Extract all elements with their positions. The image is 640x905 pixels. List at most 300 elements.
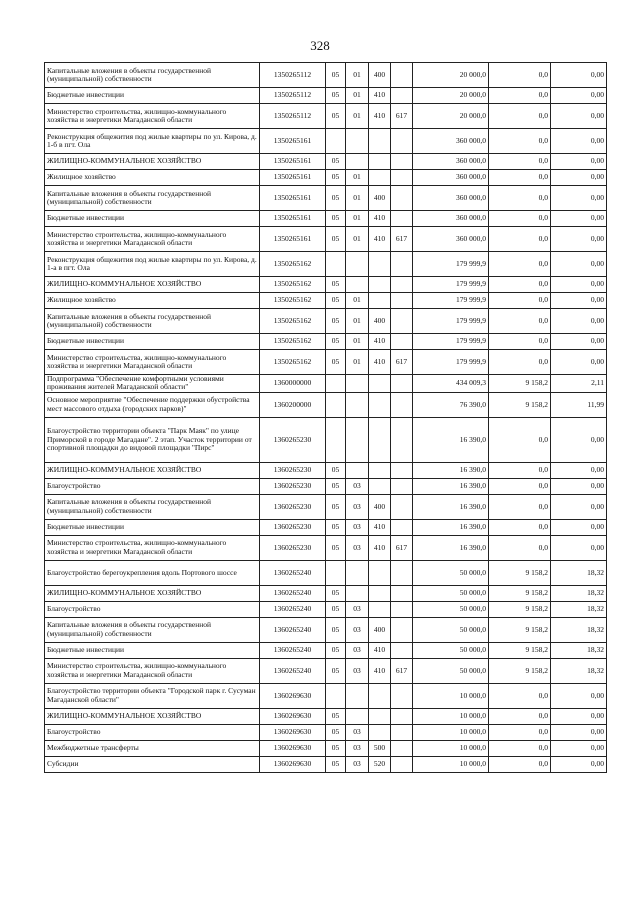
row-name-cell: Благоустройство <box>45 724 260 740</box>
row-name-cell: Жилищное хозяйство <box>45 293 260 309</box>
planned-amount-cell: 16 390,0 <box>413 494 489 519</box>
executed-amount-cell: 0,0 <box>489 293 551 309</box>
planned-amount-cell: 50 000,0 <box>413 658 489 683</box>
section-cell <box>326 417 346 462</box>
expense-kind-cell <box>369 129 391 154</box>
planned-amount-cell: 76 390,0 <box>413 392 489 417</box>
expense-kind-cell <box>369 683 391 708</box>
expense-kind-cell: 410 <box>369 642 391 658</box>
budget-table <box>44 62 607 773</box>
section-cell: 05 <box>326 63 346 88</box>
section-cell: 05 <box>326 334 346 350</box>
expense-kind-cell <box>369 462 391 478</box>
organization-code-cell: 617 <box>391 227 413 252</box>
expense-kind-cell <box>369 170 391 186</box>
subsection-cell <box>346 560 369 585</box>
organization-code-cell: 617 <box>391 658 413 683</box>
target-code-cell: 1360265230 <box>260 462 326 478</box>
section-cell <box>326 252 346 277</box>
execution-percent-cell: 0,00 <box>551 277 607 293</box>
executed-amount-cell: 0,0 <box>489 740 551 756</box>
row-name-cell: Благоустройство территории объекта "Парк Маяк" по улице Приморской в городе Магадане". 2 этап. Участок территории от спортивной площадки до видовой площадки "Пирс" <box>45 417 260 462</box>
section-cell <box>326 129 346 154</box>
row-name-cell: Бюджетные инвестиции <box>45 88 260 104</box>
table-row <box>45 642 607 658</box>
organization-code-cell <box>391 683 413 708</box>
executed-amount-cell: 0,0 <box>489 104 551 129</box>
organization-code-cell <box>391 334 413 350</box>
row-name-cell: Бюджетные инвестиции <box>45 519 260 535</box>
organization-code-cell <box>391 252 413 277</box>
table-row <box>45 708 607 724</box>
planned-amount-cell: 10 000,0 <box>413 683 489 708</box>
execution-percent-cell: 0,00 <box>551 186 607 211</box>
subsection-cell <box>346 154 369 170</box>
executed-amount-cell: 0,0 <box>489 309 551 334</box>
section-cell: 05 <box>326 724 346 740</box>
organization-code-cell <box>391 617 413 642</box>
organization-code-cell <box>391 724 413 740</box>
target-code-cell: 1360265240 <box>260 585 326 601</box>
table-row <box>45 211 607 227</box>
subsection-cell: 01 <box>346 186 369 211</box>
executed-amount-cell: 0,0 <box>489 129 551 154</box>
expense-kind-cell: 520 <box>369 756 391 772</box>
planned-amount-cell: 50 000,0 <box>413 601 489 617</box>
row-name-cell: Министерство строительства, жилищно-коммунального хозяйства и энергетики Магаданской области <box>45 104 260 129</box>
organization-code-cell <box>391 494 413 519</box>
row-name-cell: Межбюджетные трансферты <box>45 740 260 756</box>
expense-kind-cell <box>369 478 391 494</box>
executed-amount-cell: 0,0 <box>489 756 551 772</box>
row-name-cell: ЖИЛИЩНО-КОММУНАЛЬНОЕ ХОЗЯЙСТВО <box>45 154 260 170</box>
target-code-cell: 1350265162 <box>260 252 326 277</box>
section-cell: 05 <box>326 154 346 170</box>
planned-amount-cell: 16 390,0 <box>413 478 489 494</box>
planned-amount-cell: 50 000,0 <box>413 617 489 642</box>
execution-percent-cell: 0,00 <box>551 350 607 375</box>
expense-kind-cell: 410 <box>369 350 391 375</box>
execution-percent-cell: 0,00 <box>551 417 607 462</box>
subsection-cell: 01 <box>346 293 369 309</box>
target-code-cell: 1350265112 <box>260 63 326 88</box>
planned-amount-cell: 179 999,9 <box>413 334 489 350</box>
executed-amount-cell: 0,0 <box>489 350 551 375</box>
execution-percent-cell: 0,00 <box>551 293 607 309</box>
organization-code-cell <box>391 170 413 186</box>
row-name-cell: Реконструкция общежития под жилые квартиры по ул. Кирова, д. 1-б в пгт. Ола <box>45 129 260 154</box>
planned-amount-cell: 360 000,0 <box>413 129 489 154</box>
organization-code-cell: 617 <box>391 350 413 375</box>
row-name-cell: Капитальные вложения в объекты государственной (муниципальной) собственности <box>45 186 260 211</box>
subsection-cell: 01 <box>346 211 369 227</box>
budget-table-body <box>45 63 607 773</box>
subsection-cell <box>346 375 369 393</box>
executed-amount-cell: 0,0 <box>489 535 551 560</box>
executed-amount-cell: 9 158,2 <box>489 392 551 417</box>
expense-kind-cell: 400 <box>369 494 391 519</box>
execution-percent-cell: 0,00 <box>551 154 607 170</box>
executed-amount-cell: 0,0 <box>489 277 551 293</box>
planned-amount-cell: 179 999,9 <box>413 309 489 334</box>
row-name-cell: Реконструкция общежития под жилые квартиры по ул. Кирова, д. 1-а в пгт. Ола <box>45 252 260 277</box>
table-row <box>45 88 607 104</box>
executed-amount-cell: 0,0 <box>489 417 551 462</box>
executed-amount-cell: 0,0 <box>489 252 551 277</box>
execution-percent-cell: 18,32 <box>551 642 607 658</box>
planned-amount-cell: 16 390,0 <box>413 417 489 462</box>
section-cell: 05 <box>326 478 346 494</box>
subsection-cell <box>346 392 369 417</box>
section-cell: 05 <box>326 211 346 227</box>
section-cell: 05 <box>326 708 346 724</box>
executed-amount-cell: 0,0 <box>489 478 551 494</box>
row-name-cell: Субсидии <box>45 756 260 772</box>
planned-amount-cell: 179 999,9 <box>413 350 489 375</box>
execution-percent-cell: 0,00 <box>551 309 607 334</box>
target-code-cell: 1360269630 <box>260 683 326 708</box>
section-cell <box>326 683 346 708</box>
executed-amount-cell: 9 158,2 <box>489 658 551 683</box>
execution-percent-cell: 0,00 <box>551 104 607 129</box>
organization-code-cell: 617 <box>391 104 413 129</box>
table-row <box>45 334 607 350</box>
table-row <box>45 227 607 252</box>
target-code-cell: 1360265230 <box>260 478 326 494</box>
executed-amount-cell: 0,0 <box>489 724 551 740</box>
execution-percent-cell: 0,00 <box>551 170 607 186</box>
section-cell <box>326 560 346 585</box>
subsection-cell: 03 <box>346 617 369 642</box>
organization-code-cell <box>391 462 413 478</box>
execution-percent-cell: 0,00 <box>551 494 607 519</box>
section-cell: 05 <box>326 617 346 642</box>
subsection-cell: 03 <box>346 756 369 772</box>
row-name-cell: Министерство строительства, жилищно-коммунального хозяйства и энергетики Магаданской области <box>45 227 260 252</box>
table-row <box>45 658 607 683</box>
target-code-cell: 1360265230 <box>260 519 326 535</box>
row-name-cell: Министерство строительства, жилищно-коммунального хозяйства и энергетики Магаданской области <box>45 535 260 560</box>
section-cell: 05 <box>326 293 346 309</box>
row-name-cell: Благоустройство территории объекта "Городской парк г. Сусуман Магаданской области" <box>45 683 260 708</box>
target-code-cell: 1350265161 <box>260 186 326 211</box>
organization-code-cell <box>391 585 413 601</box>
subsection-cell <box>346 277 369 293</box>
execution-percent-cell: 0,00 <box>551 63 607 88</box>
execution-percent-cell: 0,00 <box>551 519 607 535</box>
planned-amount-cell: 179 999,9 <box>413 293 489 309</box>
expense-kind-cell: 410 <box>369 519 391 535</box>
target-code-cell: 1360265240 <box>260 658 326 683</box>
table-row <box>45 601 607 617</box>
table-row <box>45 309 607 334</box>
organization-code-cell <box>391 392 413 417</box>
subsection-cell: 03 <box>346 601 369 617</box>
table-row <box>45 392 607 417</box>
planned-amount-cell: 179 999,9 <box>413 252 489 277</box>
row-name-cell: Бюджетные инвестиции <box>45 211 260 227</box>
planned-amount-cell: 10 000,0 <box>413 708 489 724</box>
organization-code-cell <box>391 63 413 88</box>
subsection-cell: 01 <box>346 88 369 104</box>
subsection-cell: 03 <box>346 642 369 658</box>
planned-amount-cell: 10 000,0 <box>413 724 489 740</box>
section-cell: 05 <box>326 309 346 334</box>
organization-code-cell <box>391 154 413 170</box>
subsection-cell: 03 <box>346 535 369 560</box>
subsection-cell: 01 <box>346 170 369 186</box>
execution-percent-cell: 0,00 <box>551 724 607 740</box>
subsection-cell: 03 <box>346 658 369 683</box>
section-cell: 05 <box>326 740 346 756</box>
table-row <box>45 724 607 740</box>
subsection-cell: 01 <box>346 334 369 350</box>
execution-percent-cell: 0,00 <box>551 129 607 154</box>
execution-percent-cell: 0,00 <box>551 334 607 350</box>
executed-amount-cell: 9 158,2 <box>489 642 551 658</box>
row-name-cell: Капитальные вложения в объекты государственной (муниципальной) собственности <box>45 63 260 88</box>
executed-amount-cell: 0,0 <box>489 88 551 104</box>
row-name-cell: Жилищное хозяйство <box>45 170 260 186</box>
organization-code-cell <box>391 708 413 724</box>
executed-amount-cell: 0,0 <box>489 63 551 88</box>
executed-amount-cell: 0,0 <box>489 462 551 478</box>
row-name-cell: Бюджетные инвестиции <box>45 642 260 658</box>
table-row <box>45 756 607 772</box>
expense-kind-cell: 410 <box>369 211 391 227</box>
table-row <box>45 186 607 211</box>
planned-amount-cell: 16 390,0 <box>413 535 489 560</box>
expense-kind-cell <box>369 375 391 393</box>
table-row <box>45 535 607 560</box>
row-name-cell: Министерство строительства, жилищно-коммунального хозяйства и энергетики Магаданской области <box>45 658 260 683</box>
row-name-cell: Благоустройство берегоукрепления вдоль Портового шоссе <box>45 560 260 585</box>
section-cell: 05 <box>326 494 346 519</box>
expense-kind-cell: 410 <box>369 658 391 683</box>
expense-kind-cell: 410 <box>369 535 391 560</box>
planned-amount-cell: 16 390,0 <box>413 519 489 535</box>
target-code-cell: 1350265112 <box>260 104 326 129</box>
section-cell: 05 <box>326 535 346 560</box>
target-code-cell: 1350265162 <box>260 293 326 309</box>
planned-amount-cell: 360 000,0 <box>413 170 489 186</box>
target-code-cell: 1360200000 <box>260 392 326 417</box>
organization-code-cell <box>391 756 413 772</box>
organization-code-cell <box>391 309 413 334</box>
target-code-cell: 1360265240 <box>260 642 326 658</box>
section-cell: 05 <box>326 88 346 104</box>
row-name-cell: Министерство строительства, жилищно-коммунального хозяйства и энергетики Магаданской области <box>45 350 260 375</box>
table-row <box>45 585 607 601</box>
table-row <box>45 494 607 519</box>
target-code-cell: 1360269630 <box>260 724 326 740</box>
section-cell: 05 <box>326 601 346 617</box>
row-name-cell: Основное мероприятие "Обеспечение поддержки обустройства мест массового отдыха (городских парков)" <box>45 392 260 417</box>
table-row <box>45 277 607 293</box>
subsection-cell: 03 <box>346 478 369 494</box>
table-row <box>45 104 607 129</box>
section-cell: 05 <box>326 277 346 293</box>
executed-amount-cell: 9 158,2 <box>489 560 551 585</box>
row-name-cell: ЖИЛИЩНО-КОММУНАЛЬНОЕ ХОЗЯЙСТВО <box>45 277 260 293</box>
expense-kind-cell <box>369 560 391 585</box>
target-code-cell: 1360265230 <box>260 535 326 560</box>
planned-amount-cell: 179 999,9 <box>413 277 489 293</box>
section-cell: 05 <box>326 350 346 375</box>
organization-code-cell <box>391 88 413 104</box>
executed-amount-cell: 9 158,2 <box>489 617 551 642</box>
expense-kind-cell <box>369 417 391 462</box>
table-row <box>45 375 607 393</box>
subsection-cell: 03 <box>346 724 369 740</box>
executed-amount-cell: 0,0 <box>489 708 551 724</box>
target-code-cell: 1350265162 <box>260 309 326 334</box>
subsection-cell <box>346 417 369 462</box>
target-code-cell: 1350265161 <box>260 129 326 154</box>
execution-percent-cell: 0,00 <box>551 227 607 252</box>
organization-code-cell <box>391 417 413 462</box>
execution-percent-cell: 0,00 <box>551 708 607 724</box>
execution-percent-cell: 0,00 <box>551 211 607 227</box>
executed-amount-cell: 9 158,2 <box>489 375 551 393</box>
organization-code-cell <box>391 375 413 393</box>
execution-percent-cell: 18,32 <box>551 601 607 617</box>
table-row <box>45 683 607 708</box>
organization-code-cell <box>391 293 413 309</box>
section-cell: 05 <box>326 642 346 658</box>
expense-kind-cell <box>369 293 391 309</box>
subsection-cell <box>346 585 369 601</box>
executed-amount-cell: 0,0 <box>489 519 551 535</box>
subsection-cell <box>346 252 369 277</box>
target-code-cell: 1360265240 <box>260 617 326 642</box>
target-code-cell: 1350265162 <box>260 277 326 293</box>
table-row <box>45 293 607 309</box>
section-cell: 05 <box>326 170 346 186</box>
organization-code-cell <box>391 129 413 154</box>
executed-amount-cell: 0,0 <box>489 154 551 170</box>
expense-kind-cell: 400 <box>369 617 391 642</box>
table-row <box>45 154 607 170</box>
subsection-cell: 01 <box>346 63 369 88</box>
expense-kind-cell: 400 <box>369 309 391 334</box>
row-name-cell: Капитальные вложения в объекты государственной (муниципальной) собственности <box>45 494 260 519</box>
row-name-cell: Благоустройство <box>45 601 260 617</box>
table-row <box>45 129 607 154</box>
execution-percent-cell: 18,32 <box>551 585 607 601</box>
target-code-cell: 1350265162 <box>260 334 326 350</box>
subsection-cell <box>346 462 369 478</box>
table-row <box>45 350 607 375</box>
expense-kind-cell <box>369 392 391 417</box>
execution-percent-cell: 18,32 <box>551 617 607 642</box>
organization-code-cell <box>391 186 413 211</box>
planned-amount-cell: 50 000,0 <box>413 642 489 658</box>
execution-percent-cell: 0,00 <box>551 252 607 277</box>
target-code-cell: 1360265230 <box>260 494 326 519</box>
section-cell <box>326 375 346 393</box>
row-name-cell: Бюджетные инвестиции <box>45 334 260 350</box>
executed-amount-cell: 0,0 <box>489 494 551 519</box>
target-code-cell: 1350265112 <box>260 88 326 104</box>
execution-percent-cell: 18,32 <box>551 658 607 683</box>
expense-kind-cell: 400 <box>369 63 391 88</box>
planned-amount-cell: 50 000,0 <box>413 560 489 585</box>
expense-kind-cell: 500 <box>369 740 391 756</box>
expense-kind-cell: 410 <box>369 88 391 104</box>
row-name-cell: ЖИЛИЩНО-КОММУНАЛЬНОЕ ХОЗЯЙСТВО <box>45 462 260 478</box>
organization-code-cell <box>391 560 413 585</box>
target-code-cell: 1350265161 <box>260 170 326 186</box>
table-row <box>45 560 607 585</box>
subsection-cell: 03 <box>346 494 369 519</box>
expense-kind-cell: 410 <box>369 227 391 252</box>
section-cell: 05 <box>326 585 346 601</box>
target-code-cell: 1350265161 <box>260 211 326 227</box>
execution-percent-cell: 0,00 <box>551 683 607 708</box>
section-cell: 05 <box>326 462 346 478</box>
target-code-cell: 1360000000 <box>260 375 326 393</box>
executed-amount-cell: 0,0 <box>489 170 551 186</box>
organization-code-cell <box>391 519 413 535</box>
row-name-cell: Капитальные вложения в объекты государственной (муниципальной) собственности <box>45 617 260 642</box>
expense-kind-cell <box>369 277 391 293</box>
target-code-cell: 1360269630 <box>260 740 326 756</box>
target-code-cell: 1350265161 <box>260 154 326 170</box>
executed-amount-cell: 0,0 <box>489 186 551 211</box>
execution-percent-cell: 18,32 <box>551 560 607 585</box>
planned-amount-cell: 434 009,3 <box>413 375 489 393</box>
planned-amount-cell: 360 000,0 <box>413 211 489 227</box>
execution-percent-cell: 0,00 <box>551 756 607 772</box>
target-code-cell: 1360265230 <box>260 417 326 462</box>
section-cell: 05 <box>326 104 346 129</box>
section-cell: 05 <box>326 227 346 252</box>
subsection-cell: 01 <box>346 227 369 252</box>
expense-kind-cell: 400 <box>369 186 391 211</box>
organization-code-cell <box>391 601 413 617</box>
planned-amount-cell: 16 390,0 <box>413 462 489 478</box>
section-cell: 05 <box>326 756 346 772</box>
expense-kind-cell <box>369 585 391 601</box>
table-row <box>45 417 607 462</box>
execution-percent-cell: 2,11 <box>551 375 607 393</box>
row-name-cell: ЖИЛИЩНО-КОММУНАЛЬНОЕ ХОЗЯЙСТВО <box>45 585 260 601</box>
execution-percent-cell: 0,00 <box>551 740 607 756</box>
executed-amount-cell: 9 158,2 <box>489 601 551 617</box>
expense-kind-cell: 410 <box>369 104 391 129</box>
row-name-cell: Подпрограмма "Обеспечение комфортными условиями проживания жителей Магаданской области" <box>45 375 260 393</box>
table-row <box>45 617 607 642</box>
table-row <box>45 462 607 478</box>
section-cell: 05 <box>326 186 346 211</box>
planned-amount-cell: 360 000,0 <box>413 227 489 252</box>
executed-amount-cell: 9 158,2 <box>489 585 551 601</box>
planned-amount-cell: 20 000,0 <box>413 104 489 129</box>
executed-amount-cell: 0,0 <box>489 211 551 227</box>
expense-kind-cell: 410 <box>369 334 391 350</box>
subsection-cell <box>346 129 369 154</box>
target-code-cell: 1360269630 <box>260 756 326 772</box>
subsection-cell: 03 <box>346 740 369 756</box>
organization-code-cell <box>391 277 413 293</box>
organization-code-cell <box>391 642 413 658</box>
execution-percent-cell: 0,00 <box>551 88 607 104</box>
table-row <box>45 478 607 494</box>
organization-code-cell <box>391 740 413 756</box>
organization-code-cell <box>391 478 413 494</box>
target-code-cell: 1360269630 <box>260 708 326 724</box>
